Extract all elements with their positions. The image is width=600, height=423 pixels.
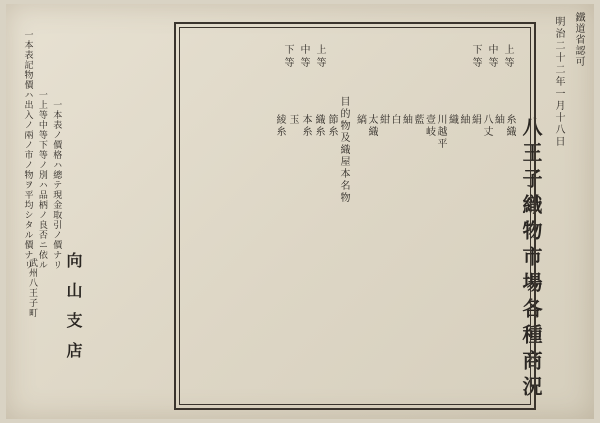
item-name: 縞 [354,114,366,126]
item-name: 紬 [400,114,412,126]
item-name: 絹 [469,114,481,126]
item-name: 川越平 [435,114,446,150]
store-name: 向山支店 [64,252,83,372]
note-line: 一本表記物價ハ出入ノ兩ノ市ノ物ヲ平均シタル價ナリ [22,30,33,270]
item-name: 八丈 [481,114,492,138]
item-name: 節糸 [326,114,337,138]
grade-header: 上等 [314,44,325,70]
grade-header: 中等 [486,44,497,70]
grade-header: 下等 [282,44,293,70]
notes-block [22,30,61,274]
price-table [174,22,536,410]
item-name: 壹岐 [423,114,435,138]
price-table-inner-border [179,27,531,405]
item-name: 太織 [366,114,377,138]
item-name: 本糸 [300,114,311,138]
item-name: 織 [446,114,458,126]
price-sheet [6,4,594,419]
item-name: 綾糸 [274,114,285,138]
note-line: 一本表ノ價格ハ總テ現金取引ノ價ナリ [51,100,62,270]
section-heading-left: 目的物及織屋本名物 [338,96,349,204]
item-name: 白 [389,114,400,126]
grade-header: 中等 [298,44,309,70]
item-name: 紬 [492,114,504,126]
note-line: 一上等中等下等ノ別ハ品柄ノ良否ニ依ル [36,90,47,270]
issuer-address: 武州八王子町 [27,258,37,318]
item-name: 藍 [412,114,423,126]
grade-header: 下等 [470,44,481,70]
approval-mark: 鐵道省認可 [573,12,584,67]
item-name: 糸織 [504,114,515,138]
grade-header: 上等 [502,44,513,70]
item-name: 紬 [458,114,469,126]
item-name: 玉 [287,114,298,126]
item-name: 紺 [377,114,389,126]
issue-date: 明治二十二年一月十八日 [553,16,564,148]
page-title: 八王子織物市場各種商況 [519,116,543,402]
item-name: 織糸 [313,114,324,138]
